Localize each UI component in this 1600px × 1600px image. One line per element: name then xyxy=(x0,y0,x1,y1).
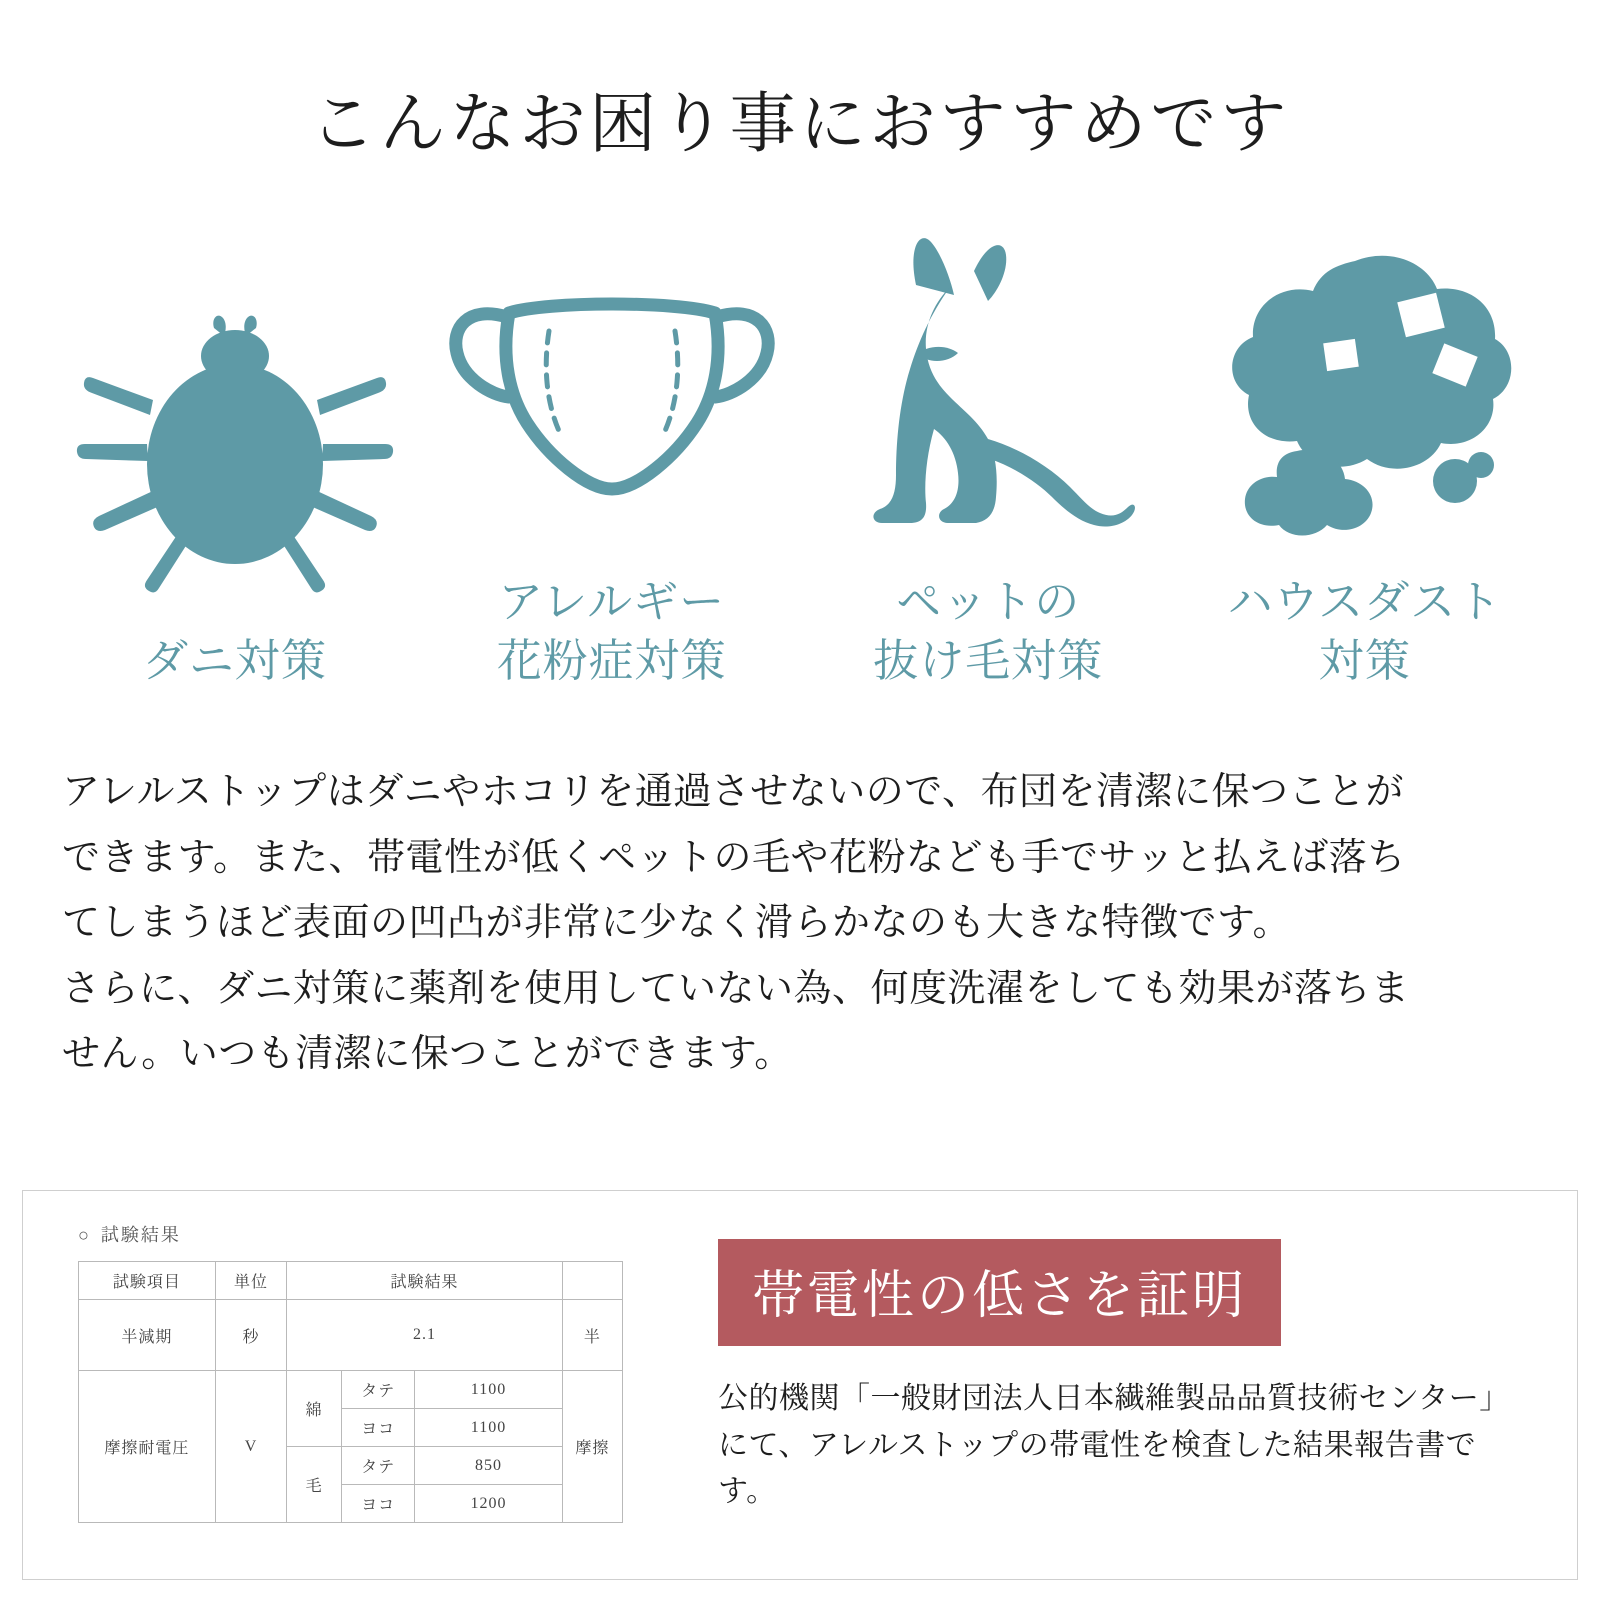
feature-label-house-dust: ハウスダスト 対策 xyxy=(1227,577,1503,686)
cert-desc-line-2: にて、アレルストップの帯電性を検査した結果報告書です。 xyxy=(718,1428,1477,1508)
cell-value: 850 xyxy=(415,1447,562,1485)
cell-unit: 秒 xyxy=(215,1300,286,1371)
cell-unit: V xyxy=(215,1371,286,1523)
cert-desc-line-1: 公的機関「一般財団法人日本繊維製品品質技術センター」 xyxy=(718,1382,1510,1415)
feature-item-allergy xyxy=(432,225,792,690)
test-result-table xyxy=(78,1261,623,1523)
test-result-document xyxy=(23,1191,683,1579)
page-title: こんなお困り事におすすめです xyxy=(309,88,1291,161)
cell-side-note: 半 xyxy=(562,1300,622,1371)
dog-icon xyxy=(838,225,1138,545)
cell-material: 綿 xyxy=(287,1371,342,1447)
cell-value: 1100 xyxy=(415,1371,562,1409)
cell-item: 半減期 xyxy=(79,1300,216,1371)
table-header-row xyxy=(79,1262,623,1300)
cell-value: 2.1 xyxy=(287,1300,562,1371)
certificate-panel xyxy=(22,1190,1578,1580)
body-line-5: せん。いつも清潔に保つことができます。 xyxy=(62,1033,793,1076)
test-result-heading: ○ 試験結果 xyxy=(78,1225,181,1245)
face-mask-icon xyxy=(447,225,777,545)
col-header-result: 試験結果 xyxy=(287,1262,562,1300)
cell-item: 摩擦耐電圧 xyxy=(79,1371,216,1523)
feature-list xyxy=(0,165,1600,690)
body-copy xyxy=(62,762,1538,1086)
certificate-text xyxy=(718,1376,1527,1516)
mite-icon xyxy=(75,284,395,604)
body-line-4: さらに、ダニ対策に薬剤を使用していない為、何度洗濯をしても効果が落ちま xyxy=(62,967,1410,1010)
table-row xyxy=(79,1371,623,1409)
cell-value: 1200 xyxy=(415,1485,562,1523)
certificate-description xyxy=(683,1191,1577,1579)
feature-label-pet-hair: ペットの 抜け毛対策 xyxy=(873,577,1104,686)
status-badge: 帯電性の低さを証明 xyxy=(718,1239,1281,1346)
col-header-spacer xyxy=(562,1262,622,1300)
table-row xyxy=(79,1300,623,1371)
feature-label-mite: ダニ対策 xyxy=(142,635,327,686)
body-line-1: アレルストップはダニやホコリを通過させないので、布団を清潔に保つことが xyxy=(62,771,1404,813)
circle-marker-icon: ○ xyxy=(78,1225,91,1245)
col-header-item: 試験項目 xyxy=(79,1262,216,1300)
cell-direction: ヨコ xyxy=(341,1485,414,1523)
house-dust-icon xyxy=(1205,225,1525,545)
body-line-3: てしまうほど表面の凹凸が非常に少なく滑らかなのも大きな特徴です。 xyxy=(62,902,1291,945)
cell-value: 1100 xyxy=(415,1409,562,1447)
cell-direction: タテ xyxy=(341,1447,414,1485)
col-header-unit: 単位 xyxy=(215,1262,286,1300)
cell-direction: ヨコ xyxy=(341,1409,414,1447)
cell-material: 毛 xyxy=(287,1447,342,1523)
feature-item-mite xyxy=(55,284,415,691)
feature-item-house-dust xyxy=(1185,225,1545,690)
cell-direction: タテ xyxy=(341,1371,414,1409)
feature-label-allergy: アレルギー 花粉症対策 xyxy=(496,577,727,686)
feature-item-pet-hair xyxy=(808,225,1168,690)
cell-side-note: 摩擦 xyxy=(562,1371,622,1523)
body-line-2: できます。また、帯電性が低くペットの毛や花粉なども手でサッと払えば落ち xyxy=(62,836,1406,879)
